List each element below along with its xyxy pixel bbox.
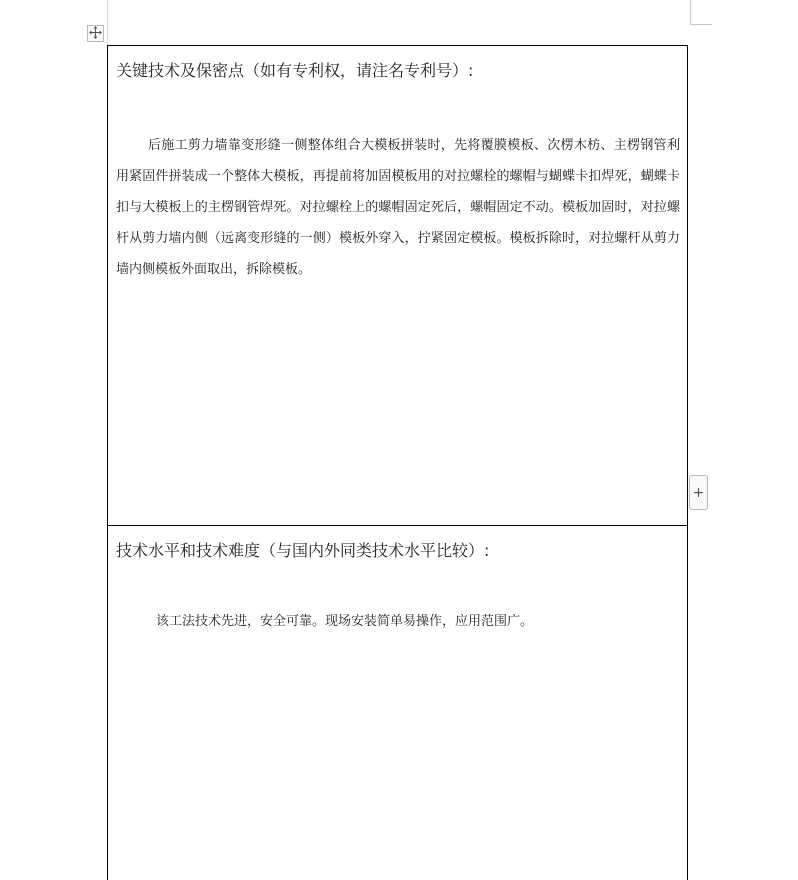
- section-body-key-technology: 后施工剪力墙靠变形缝一侧整体组合大模板拼装时，先将覆膜模板、次楞木枋、主楞钢管利用紧固件拼装成一个整体大模板，再提前将加固模板用的对拉螺栓的螺帽与蝴蝶卡扣焊死，蝴蝶卡扣与大模板上的主楞钢管焊死。对拉螺栓上的螺帽固定死后，螺帽固定不动。模板加固时，对拉螺杆从剪力墙内侧（远离变形缝的一侧）模板外穿入，拧紧固定模板。模板拆除时，对拉螺杆从剪力墙内侧模板外面取出，拆除模板。: [116, 138, 680, 277]
- table-cell-technical-level[interactable]: [108, 526, 687, 880]
- margin-corner-guide: [690, 0, 691, 24]
- add-row-button[interactable]: [689, 475, 708, 510]
- move-arrows-icon: [89, 24, 102, 43]
- section-heading-technical-level: 技术水平和技术难度（与国内外同类技术水平比较）:: [116, 541, 490, 560]
- margin-corner-guide-horizontal: [690, 24, 712, 25]
- plus-icon: +: [692, 484, 705, 501]
- table-move-handle[interactable]: [87, 25, 104, 42]
- content-table: [107, 45, 688, 880]
- table-cell-key-technology[interactable]: [108, 46, 687, 526]
- margin-guide-left: [107, 0, 108, 46]
- section-heading-key-technology: 关键技术及保密点（如有专利权，请注名专利号）:: [116, 61, 474, 80]
- section-body-technical-level: 该工法技术先进，安全可靠。现场安装简单易操作，应用范围广。: [156, 614, 534, 629]
